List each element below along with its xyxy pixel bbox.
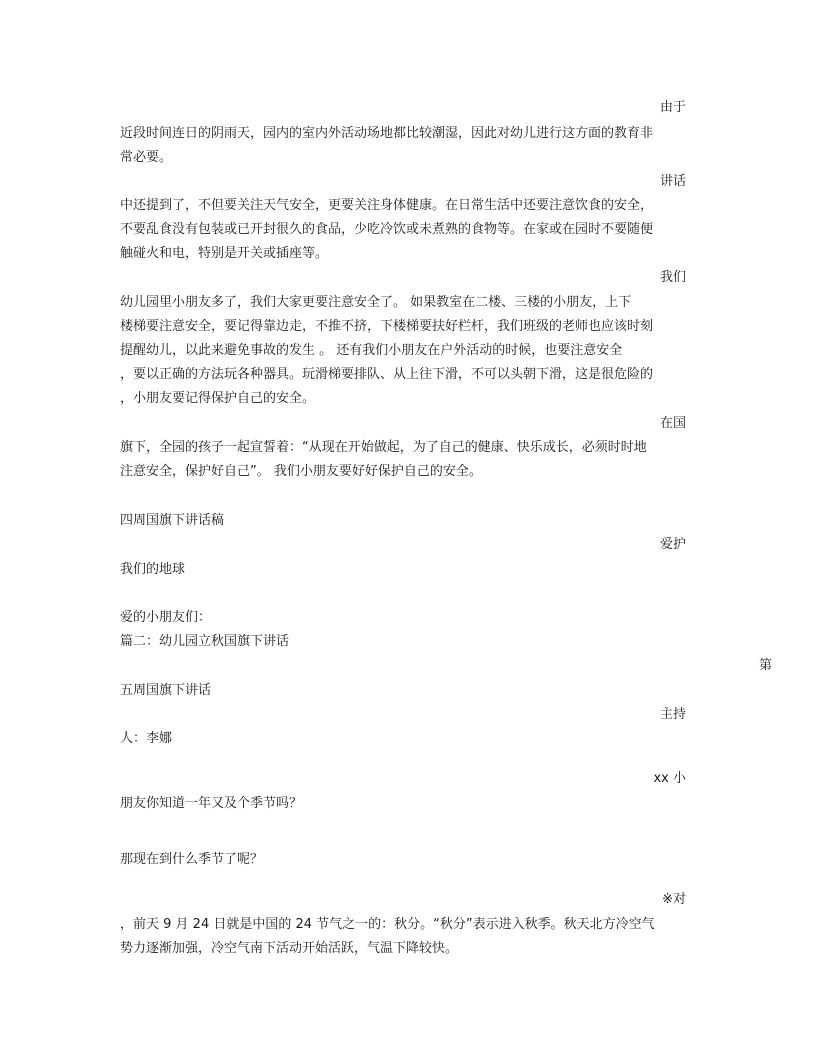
para3-line: 楼梯要注意安全，要记得靠边走，不推不挤，下楼梯要扶好栏杆，我们班级的老师也应该时刻 — [120, 319, 654, 334]
para8-lead: xx 小 — [653, 771, 686, 786]
para2-line: 不要乱食没有包装或已开封很久的食品，少吃冷饮或未煮熟的食物等。在家或在园时不要随便 — [120, 222, 654, 237]
para3-lead: 我们 — [659, 270, 686, 285]
para5-line: 我们的地球 — [120, 562, 186, 577]
para2-lead: 讲话 — [659, 174, 686, 189]
para1-line: 常必要。 — [120, 150, 173, 165]
para4-line: 注意安全，保护好自己”。 我们小朋友要好好保护自己的安全。 — [120, 464, 482, 479]
para3-line: 幼儿园里小朋友多了，我们大家更要注意安全了。 如果教室在二楼、三楼的小朋友，上下 — [120, 295, 632, 310]
para1-line: 近段时间连日的阴雨天，园内的室内外活动场地都比较潮湿，因此对幼儿进行这方面的教育非 — [120, 126, 654, 141]
para6-lead: 第 — [758, 658, 772, 673]
para1-lead: 由于 — [659, 100, 686, 115]
para3-line: ，小朋友要记得保护自己的安全。 — [120, 391, 316, 406]
para4-line: 旗下，全园的孩子一起宣誓着：“从现在开始做起，为了自己的健康、快乐成长，必须时时地 — [120, 440, 647, 455]
para9-lead: ※对 — [662, 892, 686, 907]
para7-lead: 主持 — [659, 707, 686, 722]
greeting-line: 爱的小朋友们： — [120, 610, 212, 625]
para8-line: 朋友你知道一年又及个季节吗？ — [120, 796, 303, 811]
para3-line: ，要以正确的方法玩各种器具。玩滑梯要排队、从上往下滑，不可以头朝下滑，这是很危险的 — [120, 367, 654, 382]
para2-line: 中还提到了，不但要关注天气安全，更要关注身体健康。在日常生活中还要注意饮食的安全， — [120, 198, 654, 213]
section-heading: 篇二：幼儿园立秋国旗下讲话 — [120, 634, 290, 649]
para2-line: 触碰火和电，特别是开关或插座等。 — [120, 246, 329, 261]
para5-lead: 爱护 — [659, 537, 686, 552]
para9-line: 势力逐渐加强，冷空气南下活动开始活跃，气温下降较快。 — [120, 941, 459, 956]
para6-line: 五周国旗下讲话 — [120, 683, 212, 698]
section-heading: 四周国旗下讲话稿 — [120, 513, 225, 528]
question-line: 那现在到什么季节了呢？ — [120, 852, 264, 867]
para9-line: ，前天 9 月 24 日就是中国的 24 节气之一的：秋分。“秋分”表示进入秋季。秋天北方冷空气 — [120, 917, 655, 932]
para7-line: 人：李娜 — [120, 731, 173, 746]
para4-lead: 在国 — [659, 416, 686, 431]
para3-line: 提醒幼儿，以此来避免事故的发生 。 还有我们小朋友在户外活动的时候，也要注意安全 — [120, 343, 623, 358]
